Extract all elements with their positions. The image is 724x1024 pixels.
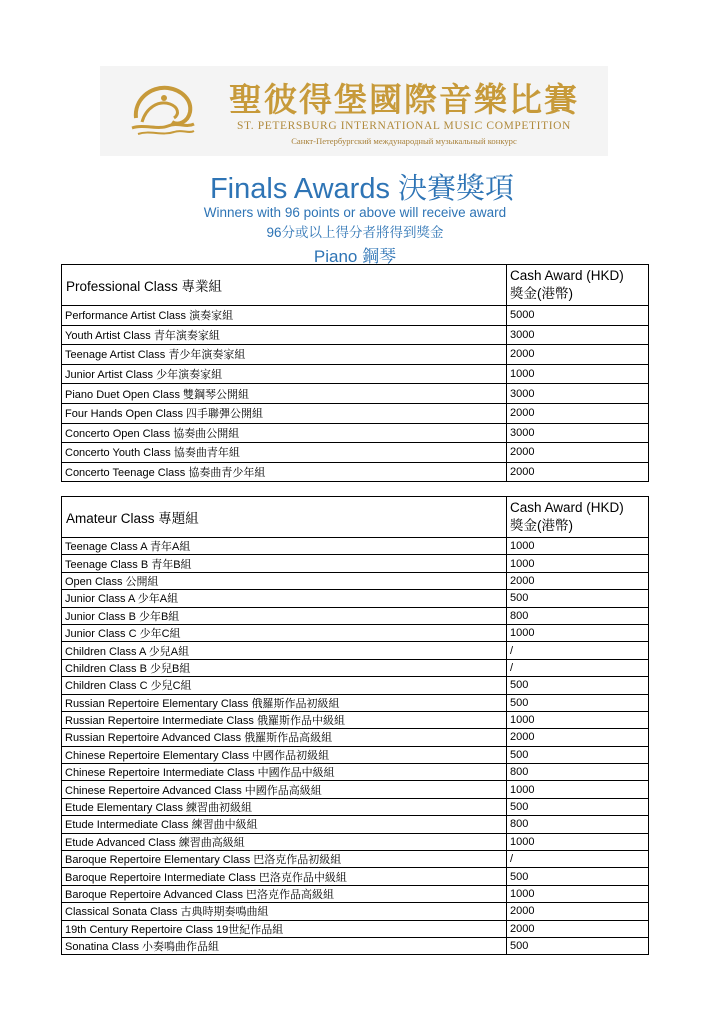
cash-award-cell: 800 bbox=[507, 816, 649, 833]
class-name-cell: Children Class A 少兒A組 bbox=[62, 642, 507, 659]
table-row bbox=[62, 798, 649, 815]
cash-award-cell: 2000 bbox=[507, 443, 649, 463]
cash-award-cell: 2000 bbox=[507, 903, 649, 920]
cash-award-cell: 5000 bbox=[507, 306, 649, 326]
table-row bbox=[62, 642, 649, 659]
cash-award-cell: 500 bbox=[507, 868, 649, 885]
class-name-cell: Etude Elementary Class 練習曲初級組 bbox=[62, 798, 507, 815]
class-name-cell: Etude Intermediate Class 練習曲中級組 bbox=[62, 816, 507, 833]
class-name-cell: Russian Repertoire Advanced Class 俄羅斯作品高級組 bbox=[62, 729, 507, 746]
table-row bbox=[62, 816, 649, 833]
cash-award-cell: 1000 bbox=[507, 364, 649, 384]
cash-award-cell: 2000 bbox=[507, 403, 649, 423]
subtitle-chinese: 96分或以上得分者將得到獎金 bbox=[266, 225, 444, 240]
table-row bbox=[62, 746, 649, 763]
table-row bbox=[62, 555, 649, 572]
class-name-cell: Classical Sonata Class 古典時期奏鳴曲組 bbox=[62, 903, 507, 920]
class-name-cell: Four Hands Open Class 四手聯彈公開組 bbox=[62, 403, 507, 423]
cash-award-cell: / bbox=[507, 851, 649, 868]
table-row bbox=[62, 920, 649, 937]
class-name-cell: Open Class 公開組 bbox=[62, 572, 507, 589]
table-header-row bbox=[62, 265, 649, 306]
award-header-line2: 獎金(港幣) bbox=[510, 518, 573, 533]
class-name-cell: Baroque Repertoire Intermediate Class 巴洛克作品中級組 bbox=[62, 868, 507, 885]
table-row bbox=[62, 711, 649, 728]
cash-award-cell: 3000 bbox=[507, 325, 649, 345]
class-name-cell: Junior Artist Class 少年演奏家組 bbox=[62, 364, 507, 384]
subtitle-english: Winners with 96 points or above will receive award bbox=[203, 205, 507, 220]
cash-award-cell: 1000 bbox=[507, 711, 649, 728]
table-header-row bbox=[62, 497, 649, 538]
table-row bbox=[62, 677, 649, 694]
class-name-cell: 19th Century Repertoire Class 19世紀作品組 bbox=[62, 920, 507, 937]
award-column-header bbox=[507, 265, 649, 306]
class-name-cell: Baroque Repertoire Advanced Class 巴洛克作品高級組 bbox=[62, 885, 507, 902]
section-title: Piano 鋼琴 bbox=[313, 247, 397, 266]
cash-award-cell: 1000 bbox=[507, 538, 649, 555]
table-row bbox=[62, 403, 649, 423]
logo-subtitle-ru: Санкт-Петербургский международный музыкальный конкурс bbox=[291, 136, 517, 146]
class-name-cell: Teenage Artist Class 青少年演奏家組 bbox=[62, 345, 507, 365]
table-row bbox=[62, 443, 649, 463]
class-name-cell: Chinese Repertoire Intermediate Class 中國作品中級組 bbox=[62, 764, 507, 781]
cash-award-cell: 500 bbox=[507, 590, 649, 607]
cash-award-cell: 800 bbox=[507, 764, 649, 781]
table-row bbox=[62, 851, 649, 868]
cash-award-cell: / bbox=[507, 642, 649, 659]
table-row bbox=[62, 833, 649, 850]
class-name-cell: Junior Class A 少年A組 bbox=[62, 590, 507, 607]
page-title: Finals Awards 決賽獎項 bbox=[209, 173, 515, 205]
cash-award-cell: 500 bbox=[507, 746, 649, 763]
class-name-cell: Performance Artist Class 演奏家組 bbox=[62, 306, 507, 326]
award-header-line1: Cash Award (HKD) bbox=[510, 268, 624, 283]
table-row bbox=[62, 462, 649, 482]
class-name-cell: Children Class B 少兒B組 bbox=[62, 659, 507, 676]
amateur-class-table bbox=[61, 496, 649, 955]
class-name-cell: Junior Class B 少年B組 bbox=[62, 607, 507, 624]
table-row bbox=[62, 364, 649, 384]
class-name-cell: Concerto Open Class 協奏曲公開組 bbox=[62, 423, 507, 443]
class-name-cell: Etude Advanced Class 練習曲高級組 bbox=[62, 833, 507, 850]
cash-award-cell: 500 bbox=[507, 937, 649, 954]
class-name-cell: Junior Class C 少年C組 bbox=[62, 624, 507, 641]
table-row bbox=[62, 538, 649, 555]
class-name-cell: Russian Repertoire Intermediate Class 俄羅斯作品中級組 bbox=[62, 711, 507, 728]
cash-award-cell: 2000 bbox=[507, 920, 649, 937]
cash-award-cell: 500 bbox=[507, 798, 649, 815]
class-name-cell: Chinese Repertoire Elementary Class 中國作品初級組 bbox=[62, 746, 507, 763]
class-name-cell: Sonatina Class 小奏鳴曲作品組 bbox=[62, 937, 507, 954]
table-row bbox=[62, 729, 649, 746]
cash-award-cell: 2000 bbox=[507, 345, 649, 365]
class-name-cell: Concerto Teenage Class 協奏曲青少年組 bbox=[62, 462, 507, 482]
cash-award-cell: 2000 bbox=[507, 462, 649, 482]
table-row bbox=[62, 764, 649, 781]
class-name-cell: Children Class C 少兒C組 bbox=[62, 677, 507, 694]
cash-award-cell: 1000 bbox=[507, 781, 649, 798]
table-row bbox=[62, 781, 649, 798]
cash-award-cell: 1000 bbox=[507, 833, 649, 850]
logo-title: 聖彼得堡國際音樂比賽 bbox=[229, 80, 579, 119]
class-name-cell: Youth Artist Class 青年演奏家組 bbox=[62, 325, 507, 345]
cash-award-cell: 800 bbox=[507, 607, 649, 624]
award-column-header bbox=[507, 497, 649, 538]
cash-award-cell: 2000 bbox=[507, 729, 649, 746]
competition-logo-emblem bbox=[128, 78, 198, 140]
cash-award-cell: 1000 bbox=[507, 885, 649, 902]
cash-award-cell: 1000 bbox=[507, 555, 649, 572]
cash-award-cell: 500 bbox=[507, 694, 649, 711]
table-row bbox=[62, 384, 649, 404]
table-row bbox=[62, 937, 649, 954]
table-row bbox=[62, 868, 649, 885]
award-header-line1: Cash Award (HKD) bbox=[510, 500, 624, 515]
table-row bbox=[62, 694, 649, 711]
class-column-header: Professional Class 專業組 bbox=[62, 265, 507, 306]
logo-subtitle-en: ST. PETERSBURG INTERNATIONAL MUSIC COMPETITION bbox=[237, 120, 571, 132]
class-column-header: Amateur Class 專題組 bbox=[62, 497, 507, 538]
table-row bbox=[62, 325, 649, 345]
table-row bbox=[62, 423, 649, 443]
cash-award-cell: 3000 bbox=[507, 384, 649, 404]
cash-award-cell: 500 bbox=[507, 677, 649, 694]
class-name-cell: Teenage Class A 青年A組 bbox=[62, 538, 507, 555]
table-row bbox=[62, 345, 649, 365]
class-name-cell: Russian Repertoire Elementary Class 俄羅斯作品初級組 bbox=[62, 694, 507, 711]
table-row bbox=[62, 885, 649, 902]
table-row bbox=[62, 572, 649, 589]
class-name-cell: Teenage Class B 青年B組 bbox=[62, 555, 507, 572]
table-row bbox=[62, 903, 649, 920]
table-row bbox=[62, 306, 649, 326]
class-name-cell: Piano Duet Open Class 雙鋼琴公開組 bbox=[62, 384, 507, 404]
cash-award-cell: 1000 bbox=[507, 624, 649, 641]
table-row bbox=[62, 659, 649, 676]
cash-award-cell: 2000 bbox=[507, 572, 649, 589]
table-row bbox=[62, 590, 649, 607]
class-name-cell: Concerto Youth Class 協奏曲青年組 bbox=[62, 443, 507, 463]
professional-class-table bbox=[61, 264, 649, 482]
cash-award-cell: 3000 bbox=[507, 423, 649, 443]
table-row bbox=[62, 607, 649, 624]
cash-award-cell: / bbox=[507, 659, 649, 676]
class-name-cell: Chinese Repertoire Advanced Class 中國作品高級組 bbox=[62, 781, 507, 798]
header-banner bbox=[100, 66, 608, 156]
class-name-cell: Baroque Repertoire Elementary Class 巴洛克作品初級組 bbox=[62, 851, 507, 868]
table-row bbox=[62, 624, 649, 641]
award-header-line2: 獎金(港幣) bbox=[510, 286, 573, 301]
